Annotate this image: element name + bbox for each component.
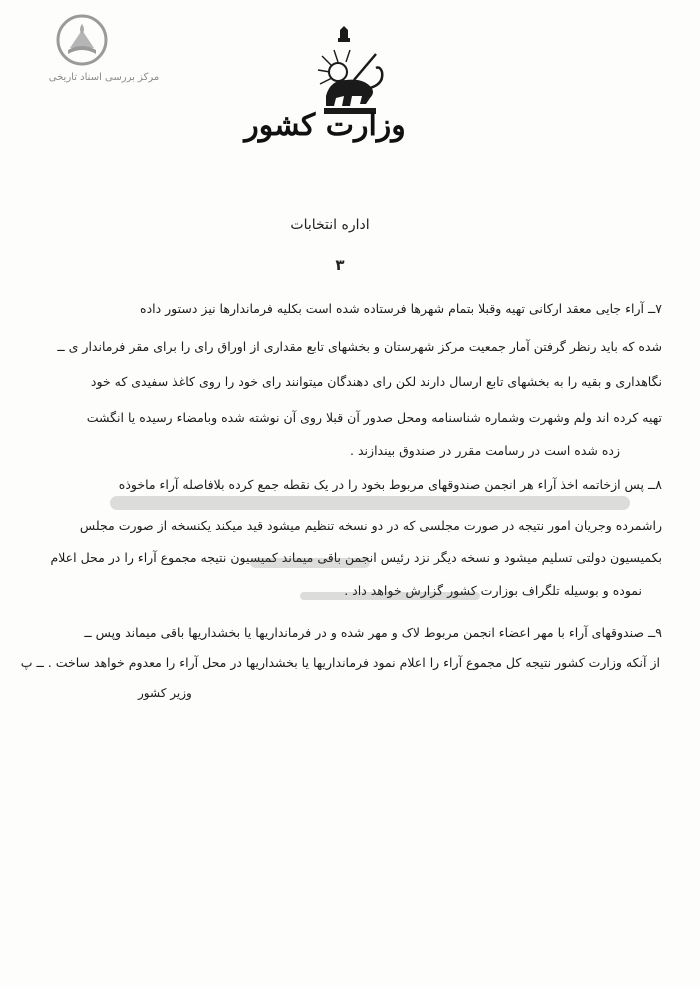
- body-line: نموده و بوسیله تلگراف بوزارت کشور گزارش خواهد داد .: [344, 583, 642, 598]
- department-heading: اداره انتخابات: [290, 217, 370, 233]
- body-line: زده شده است در رسامت مقرر در صندوق بیندازند .: [350, 443, 620, 458]
- body-line: تهیه کرده اند ولم وشهرت وشماره شناسنامه ومحل صدور آن قبلا روی آن نوشته شده وبامضاء رسیده یا انگشت: [86, 410, 662, 425]
- body-line: راشمرده وجریان امور نتیجه در صورت مجلسی که در دو نسخه تنظیم میشود قید میکند یکنسخه از صورت مجلس: [79, 518, 662, 533]
- body-line: شده که باید رنظر گرفتن آمار جمعیت مرکز شهرستان و بخشهای تابع مقداری از اوراق رای را برای مقر فرماندار ی ــ: [57, 339, 662, 354]
- page-number: ۳: [335, 256, 345, 274]
- photocopy-smudge: [250, 558, 370, 568]
- photocopy-smudge: [110, 496, 630, 510]
- signature-line: وزیر کشور: [138, 686, 192, 700]
- photocopy-smudge: [300, 592, 480, 600]
- body-line: ۸ــ پس ازخاتمه اخذ آراء هر انجمن صندوقهای مربوط بخود را در یک نقطه جمع کرده بلافاصله آراء ماخوذه: [118, 477, 662, 492]
- archive-name: مرکز بررسی اسناد تاریخی: [48, 72, 160, 83]
- body-line: ۹ــ صندوقهای آراء با مهر اعضاء انجمن مربوط لاک و مهر شده و در فرمانداریها یا بخشداریها باقی میماند وپس ــ: [84, 625, 662, 640]
- book-flame-logo-icon: [56, 14, 108, 66]
- body-line: ۷ــ آراء جایی معقد ارکانی تهیه وقبلا بتمام شهرها فرستاده شده است بکلیه فرماندارها نیز دستور داده: [140, 301, 662, 316]
- ministry-title: وزارت کشور: [244, 108, 406, 143]
- archive-watermark: [44, 12, 164, 92]
- body-line: بکمیسیون دولتی تسلیم میشود و نسخه دیگر نزد رئیس انجمن باقی میماند کمیسیون نتیجه مجموع آراء را در محل اعلام: [50, 550, 662, 565]
- body-line: نگاهداری و بقیه را به بخشهای تابع ارسال دارند لکن رای دهندگان میتوانند رای خود را روی کاغذ سفیدی که خود: [90, 374, 662, 389]
- body-line: از آنکه وزارت کشور نتیجه کل مجموع آراء را اعلام نمود فرمانداریها یا بخشداریها در محل آراء را معدوم خواهد ساخت . ــ پ: [20, 655, 660, 670]
